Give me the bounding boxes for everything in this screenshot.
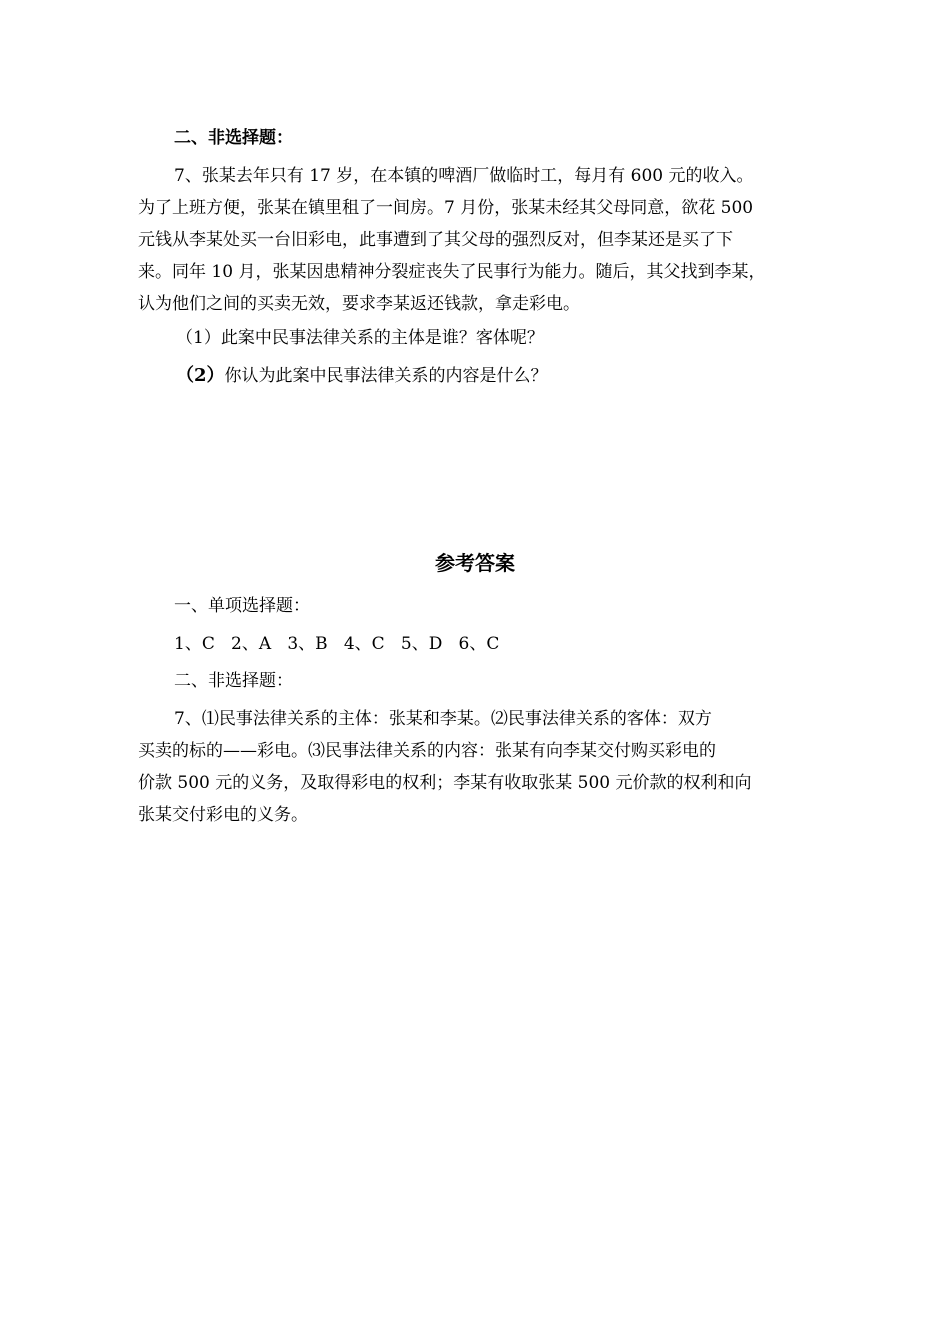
question7-line-1: 7、张某去年只有 17 岁，在本镇的啤酒厂做临时工，每月有 600 元的收入。: [174, 166, 754, 186]
question7-line-5: 认为他们之间的买卖无效，要求李某返还钱款，拿走彩电。: [138, 294, 580, 314]
answer7-line-1: 7、⑴民事法律关系的主体：张某和李某。⑵民事法律关系的客体：双方: [174, 709, 712, 729]
answer7-line-4: 张某交付彩电的义务。: [138, 805, 308, 825]
answers-title: 参考答案: [435, 551, 515, 575]
sub-question-2-number: （2）: [176, 365, 225, 386]
sub-question-1: （1）此案中民事法律关系的主体是谁？客体呢？: [176, 328, 544, 348]
answers-part1-heading: 一、单项选择题：: [174, 596, 310, 616]
section-heading-non-choice: 二、非选择题：: [174, 128, 293, 148]
question7-line-2: 为了上班方便，张某在镇里租了一间房。7 月份，张某未经其父母同意，欲花 500: [138, 198, 754, 218]
answer7-line-3: 价款 500 元的义务，及取得彩电的权利；李某有收取张某 500 元价款的权利和向: [138, 773, 752, 793]
question7-line-4: 来。同年 10 月，张某因患精神分裂症丧失了民事行为能力。随后，其父找到李某，: [138, 262, 766, 282]
answer7-line-2: 买卖的标的——彩电。⑶民事法律关系的内容：张某有向李某交付购买彩电的: [138, 741, 716, 761]
answers-part1-list: 1、C 2、A 3、B 4、C 5、D 6、C: [174, 634, 500, 654]
sub-question-2: [176, 365, 548, 387]
question7-line-3: 元钱从李某处买一台旧彩电，此事遭到了其父母的强烈反对，但李某还是买了下: [138, 230, 733, 250]
sub-question-2-text: 你认为此案中民事法律关系的内容是什么？: [224, 366, 548, 386]
answers-part2-heading: 二、非选择题：: [174, 671, 293, 691]
